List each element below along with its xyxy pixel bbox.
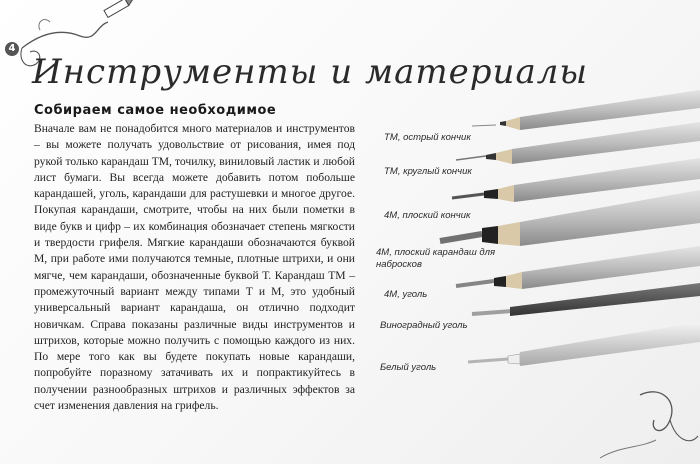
section-heading: Собираем самое необходимое [34,103,277,118]
pencil-tm-round [456,122,700,164]
label-tm-sharp: ТМ, острый кончик [384,132,471,143]
label-4m-flat-sketch: 4М, плоский карандаш для [376,247,496,258]
white-charcoal [468,322,700,366]
label-vine-charcoal: Виноградный уголь [380,320,468,331]
label-4m-flat-sketch-line2: набросков [376,259,422,270]
label-4m-charcoal: 4М, уголь [384,289,428,300]
page-number: 4 [5,42,19,56]
page-title: Инструменты и материалы [32,52,589,92]
label-tm-round: ТМ, круглый кончик [384,166,472,177]
label-white-charcoal: Белый уголь [380,362,437,373]
label-4m-flat: 4М, плоский кончик [384,210,471,221]
pencil-4m-flat-sketch [440,190,700,246]
body-text: Вначале вам не понадобится много материалов и инструментов – вы можете получать удовольствие от рисования, имея под рукой только карандаш ТМ, точилку, виниловый ластик и любой лист бумаги. Вы всегда можете добавить потом побольше карандашей, уголь, карандаши для растушевки и многое другое. Покупая карандаши, смотрите, чтобы на них были пометки в виде букв и цифр – их комбинация обозначает степень мягкости и твердости грифеля. Мягкие карандаши обозначаются буквой М, при работе ими получаются темные, плотные штрихи, и они мягче, чем карандаши, обозначенные буквой Т. Карандаш ТМ – промежуточный вариант между типами Т и М, это удобный универсальный вариант карандаша, он отлично подходит новичкам. Справа показаны различные виды инструментов и штрихов, которые можно получить с помощью каждого из них. По мере того как вы будете покупать новые карандаши, попробуйте поразному затачивать их и попрактикуйтесь в получении разнообразных штрихов и различных эффектов за счет изменения давления на грифель. [34,122,355,413]
pencil-tm-sharp [472,90,700,130]
pencil-4m-flat [452,158,700,202]
vine-charcoal [472,283,700,316]
